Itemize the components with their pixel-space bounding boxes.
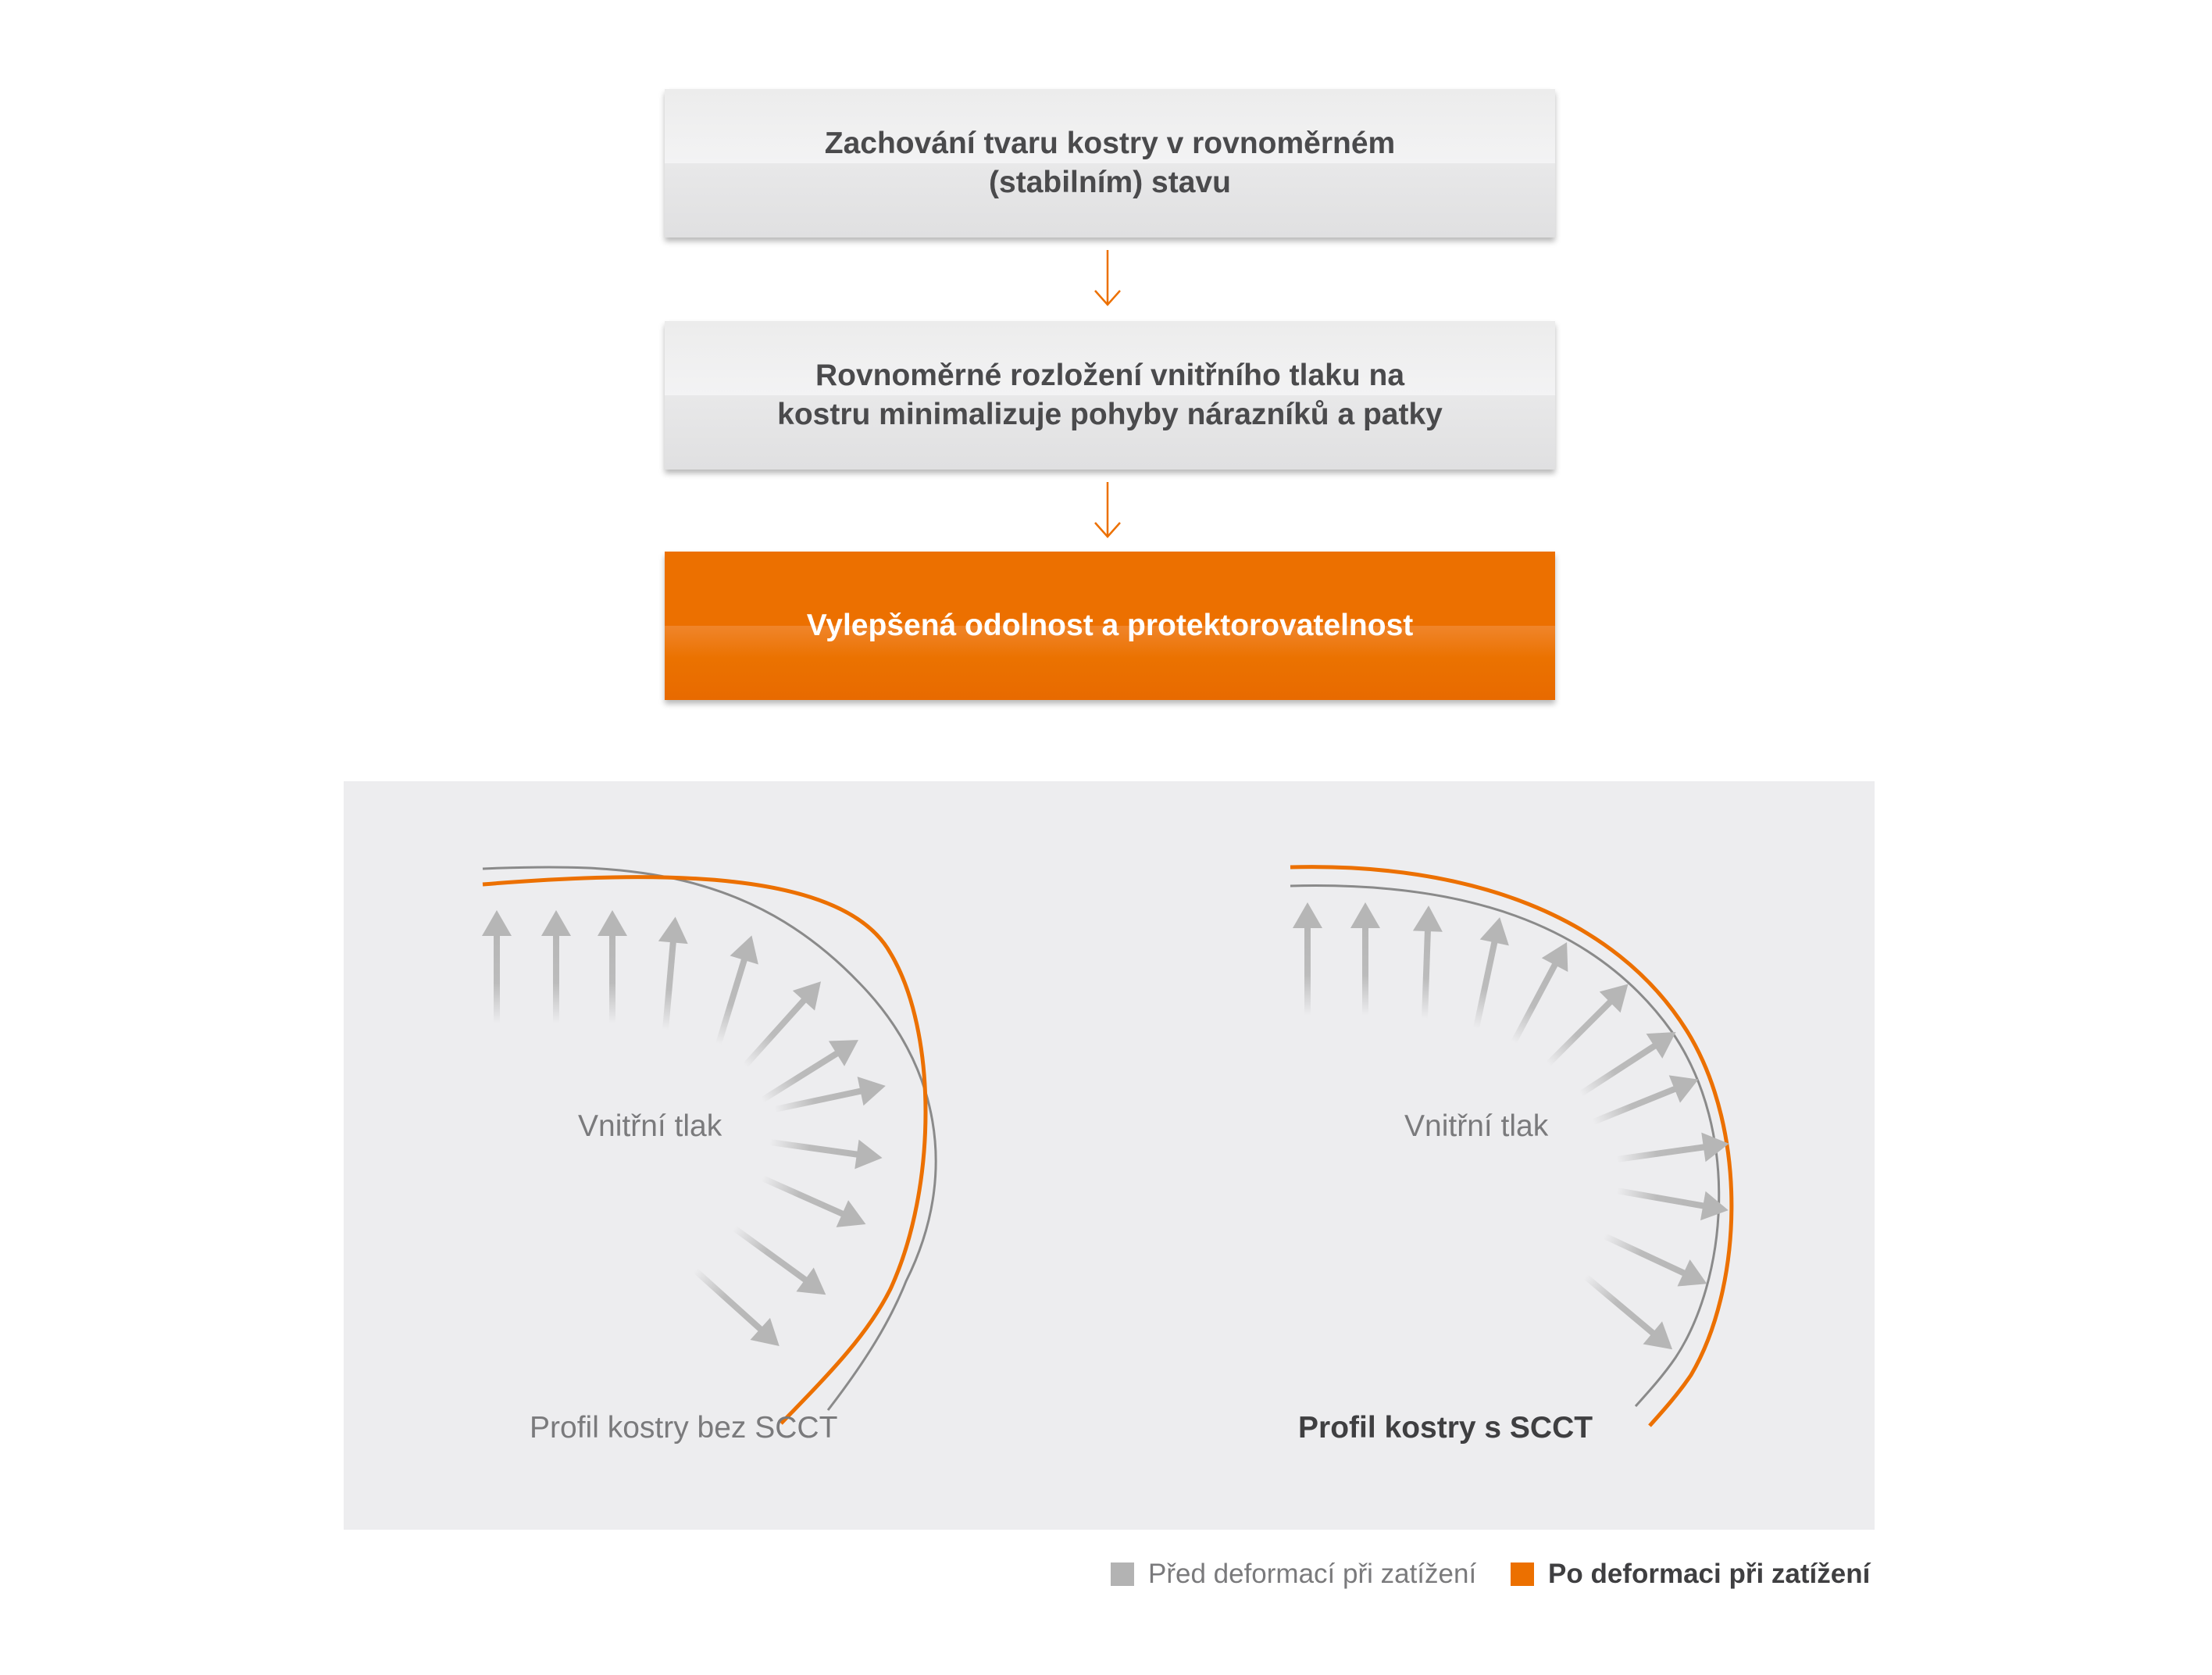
pressure-arrow-icon [1598,1223,1713,1298]
pressure-arrow-icon [772,1071,889,1123]
pressure-arrow-icon [705,931,766,1048]
legend-swatch-orange [1511,1562,1534,1586]
flow-box-pressure-distribution-text: Rovnoměrné rozložení vnitřního tlaku na kostru minimalizuje pohyby nárazníků a patky [777,359,1443,431]
pressure-arrow-icon [482,910,512,1023]
down-arrow-icon [1092,250,1123,309]
pressure-arrow-icon [1500,935,1580,1049]
pressure-arrow-icon [651,916,690,1031]
pressure-arrow-icon [1410,905,1443,1019]
left-profile [482,867,936,1423]
right-curve-before-deformation [1290,886,1719,1406]
legend-before-deformation [1111,1559,1476,1590]
down-arrow-icon [1092,482,1123,541]
flow-box-shape-retention [665,89,1555,238]
pressure-arrow-icon [1538,973,1639,1074]
right-profile-caption: Profil kostry s SCCT [1298,1411,1593,1445]
pressure-arrow-icon [1576,1265,1682,1360]
flow-box-pressure-distribution [665,321,1555,470]
legend-swatch-grey [1111,1562,1134,1586]
legend-before-label: Před deformací při zatížení [1148,1559,1477,1589]
legend-after-deformation [1511,1559,1870,1590]
right-profile [1290,867,1732,1426]
right-internal-pressure-label: Vnitřní tlak [1404,1109,1549,1143]
legend-after-label: Po deformaci při zatížení [1548,1559,1871,1589]
pressure-arrow-icon [1350,902,1380,1016]
pressure-arrow-icon [734,972,832,1076]
flow-box-improved-durability-text: Vylepšená odolnost a protektorovatelnost [806,609,1414,642]
pressure-arrow-icon [541,910,571,1023]
flow-box-shape-retention-text: Zachování tvaru kostry v rovnoměrném (stabilním) stavu [824,127,1396,199]
pressure-arrow-icon [1293,902,1322,1016]
pressure-arrow-icon [1614,1176,1731,1225]
flow-box-improved-durability [665,552,1555,700]
pressure-arrow-icon [756,1165,872,1238]
comparison-panel [344,781,1875,1530]
left-internal-pressure-label: Vnitřní tlak [578,1109,722,1143]
pressure-arrow-icon [726,1216,835,1307]
pressure-arrow-icon [768,1127,884,1173]
pressure-arrow-icon [685,1259,789,1357]
pressure-arrow-icon [1461,914,1514,1031]
left-profile-caption: Profil kostry bez SCCT [530,1411,838,1445]
pressure-arrow-icon [598,910,627,1023]
